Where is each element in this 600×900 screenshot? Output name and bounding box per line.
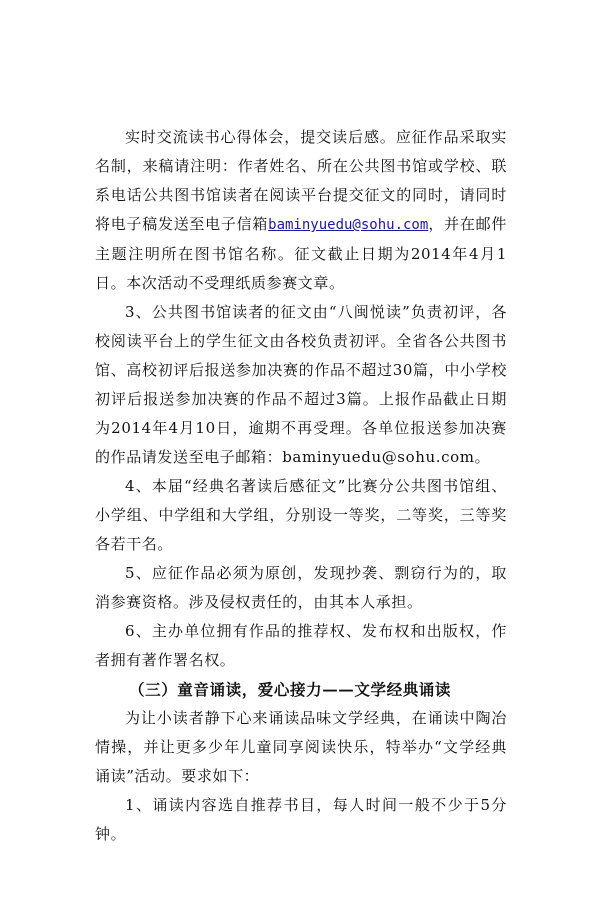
paragraph-intro: 为让小读者静下心来诵读品味文学经典，在诵读中陶冶情操，并让更多少年儿童同享阅读快乐，特举办“文学经典诵读”活动。要求如下：	[95, 709, 507, 785]
document-body	[95, 123, 507, 849]
paragraph-item-1: 1、诵读内容选自推荐书目，每人时间一般不少于5分钟。	[95, 796, 507, 843]
paragraph-item-6: 6、主办单位拥有作品的推荐权、发布权和出版权，作者拥有著作署名权。	[95, 622, 507, 669]
paragraph-item-4: 4、本届“经典名著读后感征文”比赛分公共图书馆组、小学组、中学组和大学组，分别设一等奖，二等奖，三等奖各若干名。	[95, 477, 507, 553]
section-heading: （三）童音诵读，爱心接力——文学经典诵读	[129, 680, 452, 699]
email-link[interactable]: baminyuedu@sohu.com	[268, 217, 429, 233]
paragraph-item-3: 3、公共图书馆读者的征文由“八闽悦读”负责初评，各校阅读平台上的学生征文由各校负责初评。全省各公共图书馆、高校初评后报送参加决赛的作品不超过30篇，中小学校初评后报送参加决赛的作品不超过3篇。上报作品截止日期为2014年4月10日，逾期不再受理。各单位报送参加决赛的作品请发送至电子邮箱：baminyuedu@sohu.com。	[95, 303, 507, 466]
paragraph-item-5: 5、应征作品必须为原创，发现抄袭、剽窃行为的，取消参赛资格。涉及侵权责任的，由其本人承担。	[95, 564, 507, 611]
paragraph-text: ，并在邮件主题注明所在图书馆名称。征文截止日期为2014年4月1日。本次活动不受理纸质参赛文章。	[95, 215, 507, 292]
paragraph-text: 实时交流读书心得体会，提交读后感。应征作品采取实名制，来稿请注明：作者姓名、所在公共图书馆或学校、联系电话公共图书馆读者在阅读平台提交征文的同时，请同时将电子稿发送至电子信箱	[95, 128, 507, 233]
paragraph-submission-rules	[95, 123, 507, 298]
